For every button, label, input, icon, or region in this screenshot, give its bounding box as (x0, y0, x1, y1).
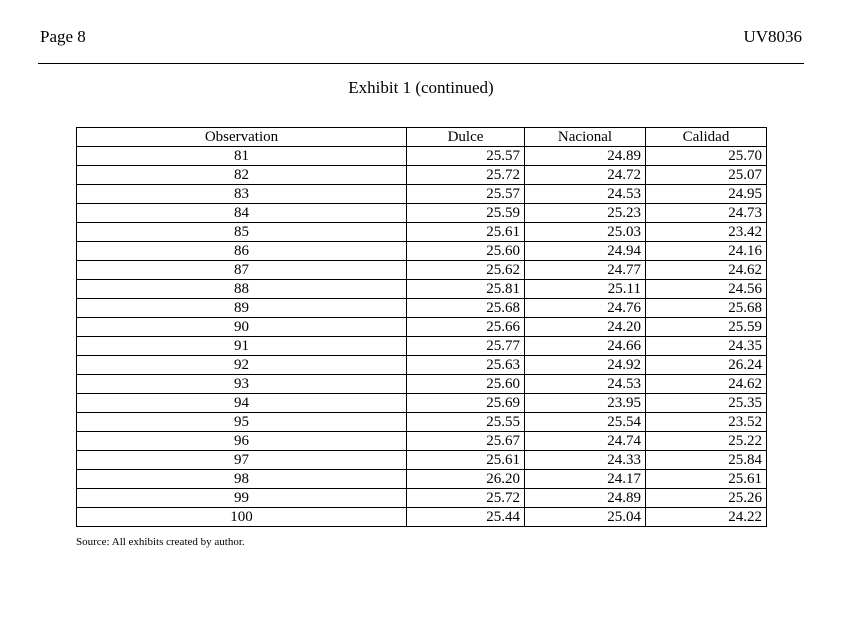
dulce-cell: 25.72 (407, 166, 525, 185)
dulce-cell: 25.60 (407, 375, 525, 394)
calidad-cell: 25.35 (646, 394, 767, 413)
exhibit-title: Exhibit 1 (continued) (348, 78, 494, 97)
nacional-cell: 24.89 (525, 147, 646, 166)
nacional-cell: 24.72 (525, 166, 646, 185)
calidad-cell: 24.62 (646, 375, 767, 394)
table-body (77, 147, 767, 527)
table-row (77, 470, 767, 489)
calidad-cell: 25.61 (646, 470, 767, 489)
table-row (77, 261, 767, 280)
nacional-cell: 24.53 (525, 185, 646, 204)
calidad-cell: 23.42 (646, 223, 767, 242)
observation-cell: 83 (77, 185, 407, 204)
nacional-cell: 25.11 (525, 280, 646, 299)
nacional-cell: 25.03 (525, 223, 646, 242)
calidad-cell: 25.70 (646, 147, 767, 166)
dulce-cell: 25.77 (407, 337, 525, 356)
nacional-cell: 25.54 (525, 413, 646, 432)
table-row (77, 489, 767, 508)
calidad-cell: 24.56 (646, 280, 767, 299)
observation-cell: 99 (77, 489, 407, 508)
column-header-observation: Observation (77, 128, 407, 147)
calidad-cell: 25.26 (646, 489, 767, 508)
dulce-cell: 25.60 (407, 242, 525, 261)
calidad-cell: 25.68 (646, 299, 767, 318)
dulce-cell: 25.72 (407, 489, 525, 508)
observation-cell: 89 (77, 299, 407, 318)
observation-cell: 90 (77, 318, 407, 337)
nacional-cell: 24.76 (525, 299, 646, 318)
table-row (77, 375, 767, 394)
table-row (77, 299, 767, 318)
nacional-cell: 24.66 (525, 337, 646, 356)
table-row (77, 394, 767, 413)
dulce-cell: 25.57 (407, 147, 525, 166)
calidad-cell: 24.16 (646, 242, 767, 261)
calidad-cell: 24.95 (646, 185, 767, 204)
nacional-cell: 25.23 (525, 204, 646, 223)
dulce-cell: 25.81 (407, 280, 525, 299)
calidad-cell: 24.62 (646, 261, 767, 280)
dulce-cell: 25.63 (407, 356, 525, 375)
observation-cell: 94 (77, 394, 407, 413)
nacional-cell: 25.04 (525, 508, 646, 527)
column-header-dulce: Dulce (407, 128, 525, 147)
dulce-cell: 25.44 (407, 508, 525, 527)
dulce-cell: 26.20 (407, 470, 525, 489)
nacional-cell: 24.53 (525, 375, 646, 394)
nacional-cell: 24.17 (525, 470, 646, 489)
observation-cell: 98 (77, 470, 407, 489)
observation-cell: 97 (77, 451, 407, 470)
dulce-cell: 25.55 (407, 413, 525, 432)
dulce-cell: 25.61 (407, 451, 525, 470)
observation-table (76, 127, 767, 527)
table-row (77, 147, 767, 166)
observation-cell: 88 (77, 280, 407, 299)
observation-cell: 91 (77, 337, 407, 356)
dulce-cell: 25.62 (407, 261, 525, 280)
table-row (77, 356, 767, 375)
dulce-cell: 25.67 (407, 432, 525, 451)
observation-cell: 100 (77, 508, 407, 527)
calidad-cell: 25.84 (646, 451, 767, 470)
calidad-cell: 25.07 (646, 166, 767, 185)
dulce-cell: 25.69 (407, 394, 525, 413)
dulce-cell: 25.66 (407, 318, 525, 337)
dulce-cell: 25.68 (407, 299, 525, 318)
observation-cell: 95 (77, 413, 407, 432)
calidad-cell: 26.24 (646, 356, 767, 375)
observation-cell: 82 (77, 166, 407, 185)
nacional-cell: 23.95 (525, 394, 646, 413)
nacional-cell: 24.20 (525, 318, 646, 337)
dulce-cell: 25.57 (407, 185, 525, 204)
calidad-cell: 25.22 (646, 432, 767, 451)
source-note: Source: All exhibits created by author. (76, 536, 245, 548)
dulce-cell: 25.61 (407, 223, 525, 242)
table-row (77, 337, 767, 356)
observation-cell: 84 (77, 204, 407, 223)
column-header-calidad: Calidad (646, 128, 767, 147)
table-row (77, 166, 767, 185)
observation-cell: 81 (77, 147, 407, 166)
observation-cell: 93 (77, 375, 407, 394)
observation-cell: 87 (77, 261, 407, 280)
table-row (77, 242, 767, 261)
table-row (77, 280, 767, 299)
table-header-row (77, 128, 767, 147)
observation-cell: 86 (77, 242, 407, 261)
observation-cell: 92 (77, 356, 407, 375)
nacional-cell: 24.89 (525, 489, 646, 508)
nacional-cell: 24.94 (525, 242, 646, 261)
calidad-cell: 25.59 (646, 318, 767, 337)
column-header-nacional: Nacional (525, 128, 646, 147)
page-number: Page 8 (40, 27, 86, 46)
table-row (77, 413, 767, 432)
table-row (77, 318, 767, 337)
header-rule (38, 63, 804, 64)
nacional-cell: 24.77 (525, 261, 646, 280)
nacional-cell: 24.33 (525, 451, 646, 470)
table-row (77, 451, 767, 470)
table-row (77, 508, 767, 527)
table-row (77, 204, 767, 223)
table-row (77, 223, 767, 242)
nacional-cell: 24.74 (525, 432, 646, 451)
calidad-cell: 23.52 (646, 413, 767, 432)
calidad-cell: 24.73 (646, 204, 767, 223)
table-row (77, 432, 767, 451)
document-code: UV8036 (743, 27, 802, 46)
calidad-cell: 24.35 (646, 337, 767, 356)
observation-cell: 96 (77, 432, 407, 451)
observation-cell: 85 (77, 223, 407, 242)
calidad-cell: 24.22 (646, 508, 767, 527)
table-row (77, 185, 767, 204)
dulce-cell: 25.59 (407, 204, 525, 223)
nacional-cell: 24.92 (525, 356, 646, 375)
